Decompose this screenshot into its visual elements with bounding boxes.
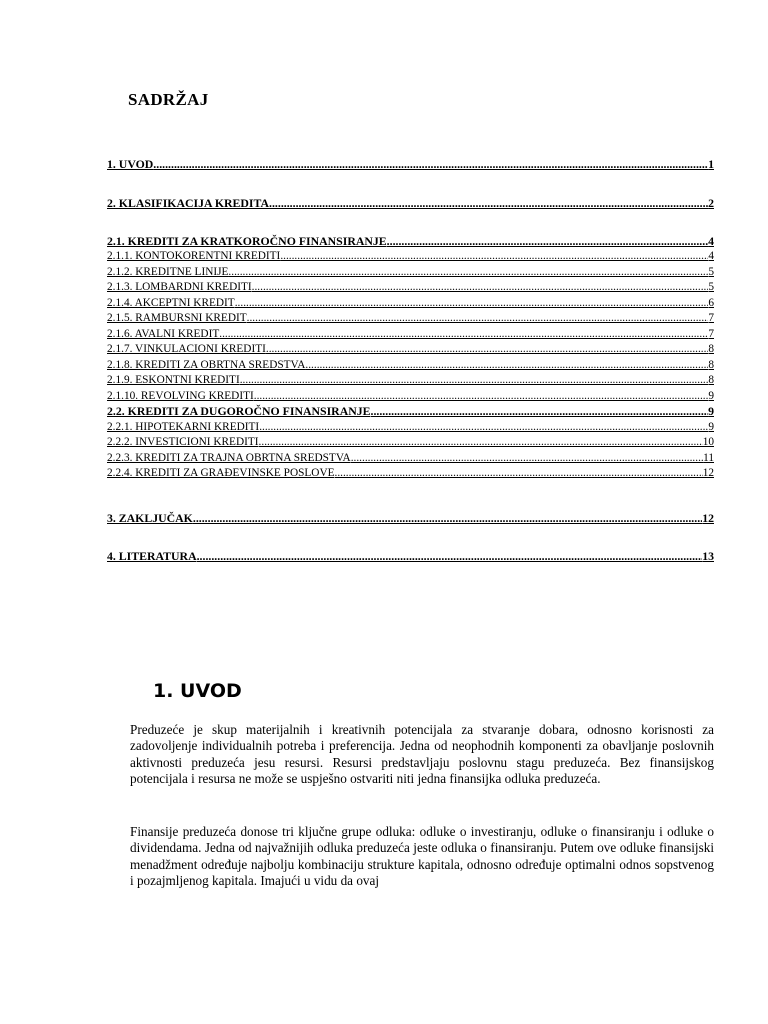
- toc-leader: [266, 342, 708, 357]
- toc-entry-page: 9: [708, 404, 714, 418]
- toc-entry-page: 12: [702, 467, 714, 479]
- toc-entry[interactable]: [107, 357, 714, 373]
- toc-entry[interactable]: [107, 388, 714, 404]
- toc-entry[interactable]: [107, 195, 714, 211]
- toc-entry-page: 9: [708, 389, 714, 402]
- toc-entry-label: 2.1.3. LOMBARDNI KREDITI: [107, 281, 252, 293]
- toc-group: [107, 156, 714, 172]
- toc-entry[interactable]: [107, 404, 714, 420]
- toc-entry-page: 2: [708, 195, 714, 210]
- toc-entry[interactable]: [107, 156, 714, 172]
- toc-leader: [335, 466, 703, 481]
- toc-entry-label: 2.1.6. AVALNI KREDIT: [107, 327, 220, 340]
- toc-entry[interactable]: [107, 326, 714, 342]
- toc-entry-page: 6: [708, 296, 714, 309]
- toc-leader: [235, 296, 709, 311]
- toc-entry-page: 4: [708, 233, 714, 248]
- toc-leader: [254, 389, 709, 404]
- toc-entry[interactable]: [107, 311, 714, 327]
- toc-entry-label: 2.1.10. REVOLVING KREDITI: [107, 389, 254, 402]
- toc-entry-label: 2.2.1. HIPOTEKARNI KREDITI: [107, 420, 260, 433]
- toc-group: [107, 195, 714, 211]
- toc-entry-page: 12: [702, 510, 714, 525]
- toc-entry-label: 2.1.2. KREDITNE LINIJE: [107, 265, 229, 278]
- toc-entry-label: 2.1. KREDITI ZA KRATKOROČNO FINANSIRANJE: [107, 233, 387, 248]
- toc-entry[interactable]: [107, 466, 714, 482]
- toc-entry-label: 2.1.5. RAMBURSNI KREDIT: [107, 312, 247, 324]
- toc-entry[interactable]: [107, 548, 714, 564]
- toc-leader: [371, 404, 709, 419]
- toc-leader: [193, 511, 702, 526]
- toc-entry[interactable]: [107, 450, 714, 466]
- toc-entry-page: 8: [708, 358, 714, 371]
- toc-group: [107, 548, 714, 564]
- toc-entry-page: 7: [708, 327, 714, 340]
- toc-entry-label: 2.2.2. INVESTICIONI KREDITI: [107, 436, 259, 448]
- toc-entry[interactable]: [107, 249, 714, 265]
- toc-leader: [259, 435, 703, 450]
- toc-entry-label: 2.1.1. KONTOKORENTNI KREDITI: [107, 250, 281, 262]
- toc-leader: [240, 373, 709, 388]
- toc-title: SADRŽAJ: [128, 90, 209, 109]
- toc-entry[interactable]: [107, 264, 714, 280]
- toc-entry-page: 1: [708, 156, 714, 171]
- toc-entry[interactable]: [107, 280, 714, 296]
- toc-leader: [387, 234, 708, 249]
- body-paragraph: Preduzeće je skup materijalnih i kreativnih potencijala za stvaranje dobara, odnosno korisnosti za zadovoljenje individualnih potreba i preferencija. Jedna od neophodnih komponenti za obavljanje poslovnih aktivnosti preduzeća jesu resursi. Resursi predstavljaju poslovnu stagu preduzeća. Bez finansijskog potencijala i resursa ne može se uspješno ostvariti niti jedna finansijka odluka preduzeća.: [130, 722, 714, 786]
- toc-entry-page: 8: [708, 374, 714, 386]
- toc-leader: [228, 265, 708, 280]
- toc-leader: [219, 327, 708, 342]
- toc-entry-page: 7: [708, 312, 714, 324]
- toc-entry-label: 2.2.4. KREDITI ZA GRAĐEVINSKE POSLOVE: [107, 467, 335, 479]
- toc-leader: [305, 358, 708, 373]
- toc-entry[interactable]: [107, 510, 714, 526]
- toc-entry-page: 8: [708, 343, 714, 355]
- section-heading: 1. UVOD: [153, 680, 242, 702]
- toc-entry[interactable]: [107, 233, 714, 249]
- toc-leader: [247, 311, 709, 326]
- toc-entry-label: 3. ZAKLJUČAK: [107, 510, 193, 525]
- body-paragraph: Finansije preduzeća donose tri ključne grupe odluka: odluke o investiranju, odluke o finansiranju i odluke o dividendama. Jedna od najvažnijih odluka preduzeća jeste odluka o finansiranju. Putem ove odluke finansijski menadžment određuje najbolju kombinaciju strukture kapitala, odnosno određuje optimalni odnos sopstvenog i pozajmljenog kapitala. Imajući u vidu da ovaj: [130, 824, 714, 888]
- toc-leader: [259, 420, 708, 435]
- toc-entry[interactable]: [107, 419, 714, 435]
- toc-leader: [252, 280, 709, 295]
- toc-leader: [280, 249, 708, 264]
- toc-entry[interactable]: [107, 435, 714, 451]
- toc-group: [107, 233, 714, 481]
- toc-entry-label: 2.1.9. ESKONTNI KREDITI: [107, 374, 240, 386]
- toc-entry-page: 5: [708, 281, 714, 293]
- toc-entry-label: 1. UVOD: [107, 156, 154, 171]
- toc-leader: [197, 549, 703, 564]
- toc-entry-page: 4: [708, 250, 714, 262]
- toc-entry-label: 4. LITERATURA: [107, 548, 197, 563]
- toc-entry-label: 2.2.3. KREDITI ZA TRAJNA OBRTNA SREDSTVA: [107, 451, 351, 464]
- toc-entry[interactable]: [107, 342, 714, 358]
- toc-leader: [269, 196, 708, 211]
- toc-leader: [153, 157, 708, 172]
- toc-entry-label: 2.1.4. AKCEPTNI KREDIT: [107, 296, 235, 309]
- toc-entry-page: 5: [708, 265, 714, 278]
- toc-entry-page: 9: [708, 420, 714, 433]
- toc-entry[interactable]: [107, 373, 714, 389]
- toc-entry-label: 2.2. KREDITI ZA DUGOROČNO FINANSIRANJE: [107, 404, 371, 418]
- toc-leader: [351, 451, 703, 466]
- toc-entry-page: 11: [703, 451, 714, 464]
- toc-entry-page: 10: [702, 436, 714, 448]
- toc-entry-label: 2.1.8. KREDITI ZA OBRTNA SREDSTVA: [107, 358, 306, 371]
- toc-entry-label: 2.1.7. VINKULACIONI KREDITI: [107, 343, 266, 355]
- toc-entry-page: 13: [702, 548, 714, 563]
- toc-entry-label: 2. KLASIFIKACIJA KREDITA: [107, 195, 270, 210]
- toc-group: [107, 510, 714, 526]
- toc-entry[interactable]: [107, 295, 714, 311]
